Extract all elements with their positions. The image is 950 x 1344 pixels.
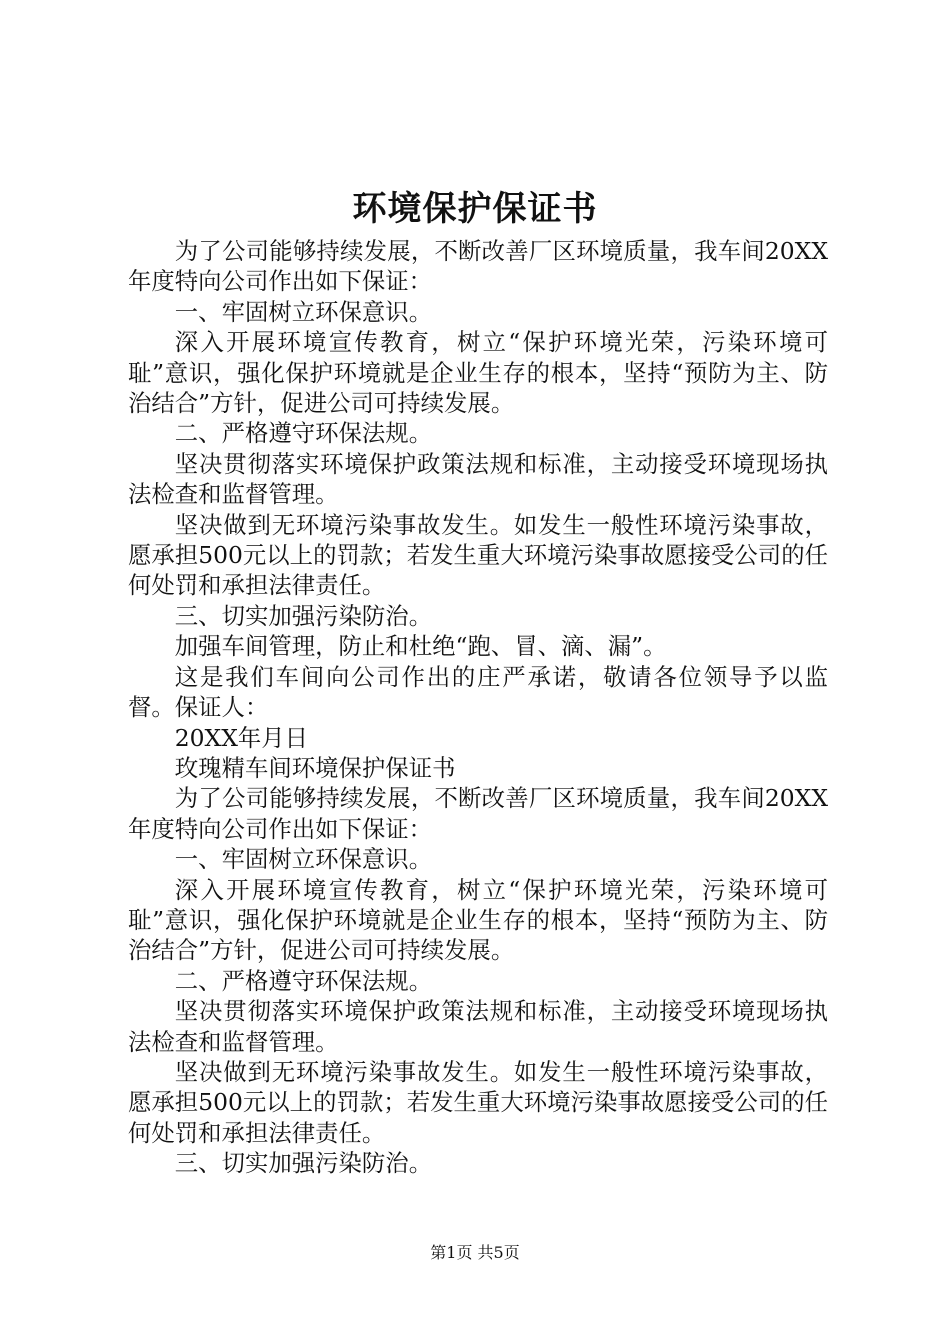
section-heading: 二、严格遵守环保法规。 xyxy=(174,966,433,995)
paragraph: 坚决做到无环境污染事故发生。如发生一般性环境污染事故，愿承担500元以上的罚款；若发生重大环境污染事故愿接受公司的任何处罚和承担法律责任。 xyxy=(128,1057,828,1147)
page-number-footer: 第1页 共5页 xyxy=(430,1243,520,1262)
document-body xyxy=(128,236,828,1179)
subtitle-line: 玫瑰精车间环境保护保证书 xyxy=(174,753,456,782)
section-heading: 一、牢固树立环保意识。 xyxy=(174,845,433,874)
section-heading: 一、牢固树立环保意识。 xyxy=(174,297,433,326)
section-heading: 三、切实加强污染防治。 xyxy=(174,1149,433,1178)
paragraph: 为了公司能够持续发展，不断改善厂区环境质量，我车间20XX年度特向公司作出如下保证： xyxy=(128,237,828,296)
paragraph: 深入开展环境宣传教育，树立“保护环境光荣，污染环境可耻”意识，强化保护环境就是企业生存的根本，坚持“预防为主、防治结合”方针，促进公司可持续发展。 xyxy=(128,875,828,965)
section-heading: 二、严格遵守环保法规。 xyxy=(174,419,433,448)
section-heading: 三、切实加强污染防治。 xyxy=(174,601,433,630)
paragraph: 坚决贯彻落实环境保护政策法规和标准，主动接受环境现场执法检查和监督管理。 xyxy=(128,997,828,1056)
paragraph: 坚决贯彻落实环境保护政策法规和标准，主动接受环境现场执法检查和监督管理。 xyxy=(128,449,828,509)
paragraph: 加强车间管理，防止和杜绝“跑、冒、滴、漏”。 xyxy=(174,632,667,661)
paragraph: 坚决做到无环境污染事故发生。如发生一般性环境污染事故，愿承担500元以上的罚款；若发生重大环境污染事故愿接受公司的任何处罚和承担法律责任。 xyxy=(128,510,828,600)
date-line: 20XX年月日 xyxy=(174,723,309,752)
document-title: 环境保护保证书 xyxy=(352,189,598,229)
paragraph: 为了公司能够持续发展，不断改善厂区环境质量，我车间20XX年度特向公司作出如下保证： xyxy=(128,784,828,843)
paragraph: 这是我们车间向公司作出的庄严承诺，敬请各位领导予以监督。保证人： xyxy=(128,662,828,722)
paragraph: 深入开展环境宣传教育，树立“保护环境光荣，污染环境可耻”意识，强化保护环境就是企业生存的根本，坚持“预防为主、防治结合”方针，促进公司可持续发展。 xyxy=(128,328,828,418)
